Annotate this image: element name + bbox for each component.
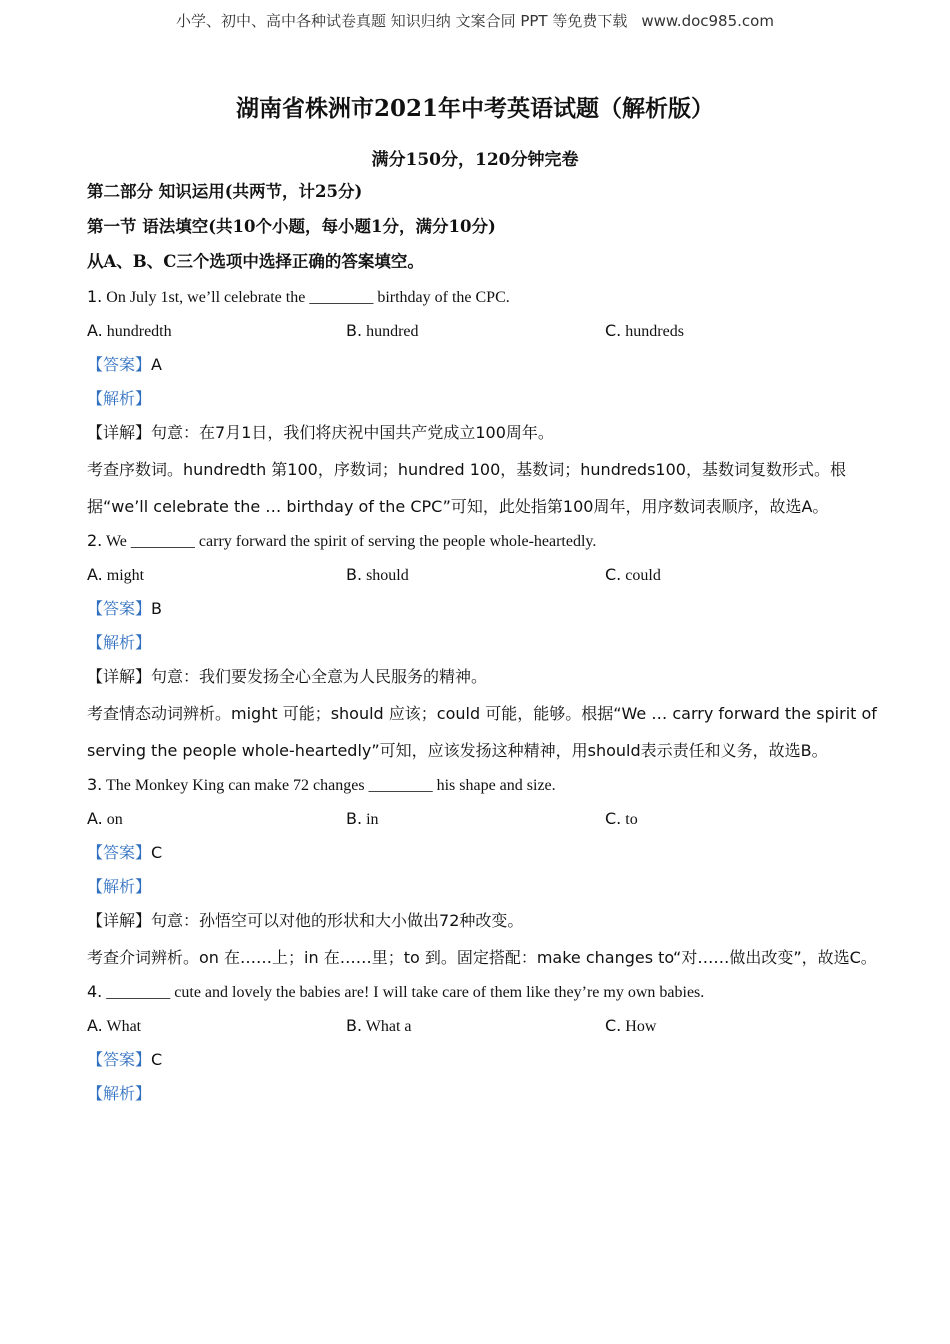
option-a: A. hundredth: [87, 321, 172, 340]
question-number: 2.: [87, 531, 103, 550]
option-a: A. might: [87, 565, 145, 584]
option-c: C. How: [605, 1016, 657, 1035]
options-2: [87, 561, 877, 595]
question-number: 1.: [87, 287, 103, 306]
analysis-label-3: 【解析】: [87, 877, 152, 896]
page-header: [0, 10, 950, 31]
instruction: 从A、B、C三个选项中选择正确的答案填空。: [87, 252, 424, 271]
question-3: [87, 771, 877, 805]
question-text: The Monkey King can make 72 changes ________ his shape and size.: [105, 777, 556, 794]
answer-3: 【答案】C: [87, 843, 163, 862]
option-c: C. hundreds: [605, 321, 684, 340]
header-url[interactable]: www.doc985.com: [641, 12, 774, 30]
question-4: [87, 978, 877, 1012]
header-text: 小学、初中、高中各种试卷真题 知识归纳 文案合同 PPT 等免费下载: [176, 12, 628, 30]
question-text: We ________ carry forward the spirit of serving the people whole-heartedly.: [105, 533, 597, 550]
option-b: B. in: [346, 809, 379, 828]
question-2: [87, 527, 877, 561]
question-text: ________ cute and lovely the babies are! I will take care of them like they’re my own babies.: [106, 984, 705, 1001]
option-b: B. hundred: [346, 321, 419, 340]
answer-2: 【答案】B: [87, 599, 162, 618]
part-heading: 第二部分 知识运用(共两节，计25分): [87, 182, 363, 201]
section-heading: 第一节 语法填空(共10个小题，每小题1分，满分10分): [87, 217, 496, 236]
question-number: 3.: [87, 775, 103, 794]
document-body: [87, 178, 877, 1114]
detail-1: 【详解】句意：在7月1日，我们将庆祝中国共产党成立100周年。: [87, 423, 554, 442]
explanation-3: 考查介词辨析。on 在……上；in 在……里；to 到。固定搭配：make changes to“对……做出改变”，故选C。: [87, 948, 877, 967]
page-title: 湖南省株洲市2021年中考英语试题（解析版）: [235, 95, 714, 122]
page-subtitle: 满分150分，120分钟完卷: [371, 150, 579, 170]
detail-2: 【详解】句意：我们要发扬全心全意为人民服务的精神。: [87, 667, 488, 686]
explanation-1: 考查序数词。hundredth 第100，序数词；hundred 100，基数词；hundreds100，基数词复数形式。根据“we’ll celebrate the … birthday of the CPC”可知，此处指第100周年，用序数词表顺序，故选A。: [87, 460, 846, 516]
options-1: [87, 317, 877, 351]
answer-4: 【答案】C: [87, 1050, 163, 1069]
option-b: B. What a: [346, 1016, 412, 1035]
option-b: B. should: [346, 565, 409, 584]
question-1: [87, 283, 877, 317]
option-c: C. to: [605, 809, 638, 828]
question-number: 4.: [87, 982, 103, 1001]
option-c: C. could: [605, 565, 661, 584]
detail-3: 【详解】句意：孙悟空可以对他的形状和大小做出72种改变。: [87, 911, 524, 930]
option-a: A. on: [87, 809, 123, 828]
analysis-label-1: 【解析】: [87, 389, 152, 408]
question-text: On July 1st, we’ll celebrate the ________ birthday of the CPC.: [106, 289, 510, 306]
options-3: [87, 805, 877, 839]
options-4: [87, 1012, 877, 1046]
analysis-label-4: 【解析】: [87, 1084, 152, 1103]
explanation-2: 考查情态动词辨析。might 可能；should 应该；could 可能，能够。根据“We … carry forward the spirit of serving the people whole-heartedly”可知，应该发扬这种精神，用should表示责任和义务，故选B。: [87, 704, 877, 760]
answer-1: 【答案】A: [87, 355, 162, 374]
analysis-label-2: 【解析】: [87, 633, 152, 652]
option-a: A. What: [87, 1016, 142, 1035]
